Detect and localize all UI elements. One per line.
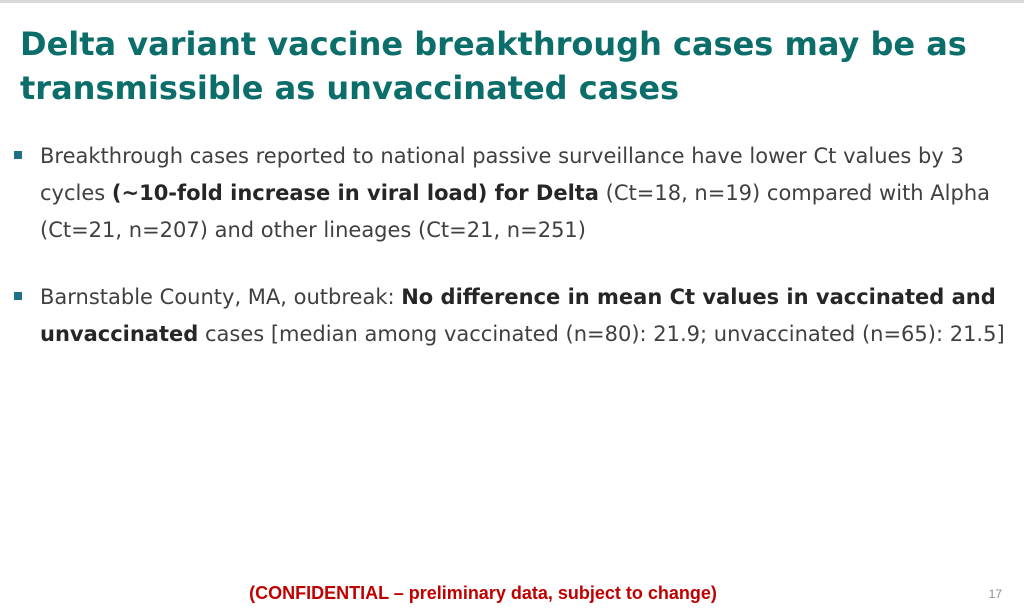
square-bullet-icon <box>14 151 22 159</box>
bullet-text: cases [median among vaccinated (n=80): 21.9; unvaccinated (n=65): 21.5] <box>198 322 1005 346</box>
bullet-emphasis: (~10-fold increase in viral load) for Delta <box>111 181 599 205</box>
bullet-emphasis: No difference in mean Ct values in vaccinated and unvaccinated <box>40 285 996 346</box>
square-bullet-icon <box>14 292 22 300</box>
bullet-text: Barnstable County, MA, outbreak: <box>40 285 402 309</box>
bullet-item <box>14 138 1014 249</box>
slide-title: Delta variant vaccine breakthrough cases may be as transmissible as unvaccinated cases <box>20 25 967 107</box>
confidential-footer: (CONFIDENTIAL – preliminary data, subject to change) <box>249 583 717 603</box>
bullet-list <box>14 138 1014 383</box>
bullet-text: Breakthrough cases reported to national passive surveillance have lower Ct values by 3 cycles <box>40 144 964 205</box>
bullet-text: (Ct=18, n=19) compared with Alpha (Ct=21, n=207) and other lineages (Ct=21, n=251) <box>40 181 990 242</box>
page-number: 17 <box>988 587 1002 601</box>
top-divider <box>0 0 1024 3</box>
bullet-item <box>14 279 1014 353</box>
